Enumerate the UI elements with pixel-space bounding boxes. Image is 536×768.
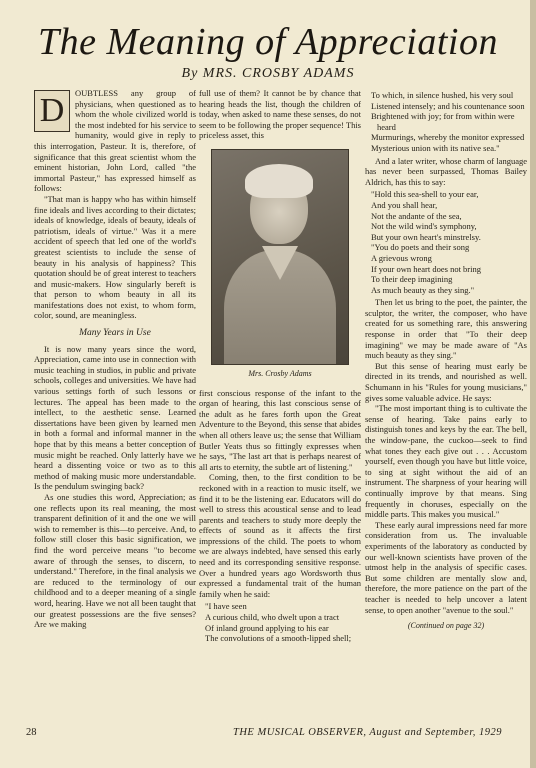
photo-caption: Mrs. Crosby Adams bbox=[248, 368, 312, 378]
poem-block bbox=[371, 90, 527, 154]
column-1 bbox=[34, 88, 196, 738]
poem-line: Listened intensely; and his countenance soon bbox=[371, 100, 525, 111]
poem-line: Murmurings, whereby the monitor expressed bbox=[371, 132, 525, 143]
portrait-photo bbox=[211, 149, 349, 365]
poem-line: A curious child, who dwelt upon a tract bbox=[205, 612, 340, 623]
journal-credit: THE MUSICAL OBSERVER, August and September, 1929 bbox=[233, 727, 502, 738]
poem-line: Mysterious union with its native sea." bbox=[371, 142, 500, 153]
paragraph: These early aural impressions need far more consideration from us. The invaluable experiments of the laboratory as conducted by our well-known scientists have proven of the utmost help in the analysis of specific cases. But some children are mentally slow and, therefore, the more patience on the part of the teacher is needed to help uncover a latent sense, to open another "avenue to the soul." bbox=[365, 519, 527, 615]
article-byline: By MRS. CROSBY ADAMS bbox=[181, 66, 355, 81]
paragraph: "That man is happy who has within himself fine ideals and lives according to their dictates; ideals of knowledge, ideals of beauty, ideals of patriotism, ideals of virtue." Was it a mere accident of speech that led one of the world's greatest scientists to include the sense of beauty in his analysis of happiness? This quotation should be of great interest to teachers and music-makers. How singularly bereft is that person to whom beauty in all its manifestations does not exist, to whom form, color, sound, are meaningless. bbox=[34, 193, 196, 321]
paragraph: But this sense of hearing must early be directed in its trends, and nourished as well. Schumann in his "Rules for young musicians," gives some valuable advice. He says: bbox=[365, 360, 527, 403]
paragraph: "The most important thing is to cultivate the sense of hearing. Take pains early to distinguish tones and keys by the ear. The bell, the window-pane, the cuckoo—seek to find what tones they each give out . . . Accustom yourself, even though you have but little voice, to sing at sight without the aid of an instrument. The sharpness of your hearing will continually improve by that means. Sing frequently in choruses, especially on the middle parts. This makes you musical." bbox=[365, 403, 527, 520]
paragraph: Coming, then, to the first condition to be reckoned with in a reaction to music itself, we find it to be the listening ear. Educators will do well to stress this acoustical sense and to lead parents and teachers to study more deeply the effects of sound as it affects the first impressions of the child. The poets to whom we are always indebted, have sensed this early need and its corresponding sensitive response. Over a hundred years ago Wordsworth thus expressed a fundamental trait of the human family when he said: bbox=[199, 472, 361, 599]
poem-line: As much beauty as they sing." bbox=[371, 284, 475, 295]
poem-line: "Hold this sea-shell to your ear, bbox=[371, 189, 479, 200]
poem-block bbox=[205, 601, 361, 643]
poem-line: Not the wild wind's symphony, bbox=[371, 221, 477, 232]
poem-line: To their deep imagining bbox=[371, 274, 453, 285]
poem-line: To which, in silence hushed, his very soul bbox=[371, 90, 514, 100]
section-subhead: Many Years in Use bbox=[79, 328, 151, 339]
page-number: 28 bbox=[26, 727, 37, 738]
poem-line: Brightened with joy; for from within were heard bbox=[371, 111, 515, 132]
poem-line: Not the andante of the sea, bbox=[371, 210, 462, 221]
drop-cap: D bbox=[34, 90, 70, 132]
poem-line: "You do poets and their song bbox=[371, 242, 470, 253]
column-3 bbox=[365, 88, 527, 738]
poem-line: The convolutions of a smooth-lipped shell; bbox=[205, 633, 352, 644]
continued-note: (Continued on page 32) bbox=[407, 621, 485, 631]
poem-line: "I have seen bbox=[205, 601, 247, 612]
poem-line: If your own heart does not bring bbox=[371, 263, 482, 274]
paragraph: full use of them? It cannot be by chance that hearing heads the list, though the children of today, when asked to name these senses, do not seem to be following the proper sequence! This priceless asset, this bbox=[199, 88, 361, 141]
page-edge-shadow bbox=[530, 0, 536, 768]
poem-line: Of inland ground applying to his ear bbox=[205, 622, 329, 633]
paragraph: It is now many years since the word, Appreciation, came into use in connection with music teaching in studios, in public and private schools, colleges and universities. We have had various settings forth of such lessons or lectures. The appeal has been made to the intellect, to the aesthetic sense. Learned dissertations have been given by learned men in both a formal and informal manner in the hope that by this means a better conception of music might be reached. Only latterly have we heard a dissenting voice or two as to this method of making music more understandable. Is the pendulum swinging back? bbox=[34, 343, 196, 492]
column-2 bbox=[199, 88, 361, 738]
paragraph: And a later writer, whose charm of language has never been surpassed, Thomas Bailey Aldrich, has this to say: bbox=[365, 155, 527, 187]
article-title: The Meaning of Appreciation bbox=[38, 21, 498, 63]
paragraph: OUBTLESS any group of physicians, when questioned as to whom the whole civilized world is the most indebted for his service to humanity, would give in reply to this interrogation, Pasteur. It is, therefore, of significance that this great scientist whom the eminent historian, John Lord, called "the immortal Pasteur," has expressed himself as follows: bbox=[34, 88, 196, 194]
poem-block bbox=[371, 189, 527, 295]
poem-line: But your own heart's minstrelsy. bbox=[371, 231, 481, 242]
portrait-hair bbox=[245, 164, 313, 198]
paragraph: As one studies this word, Appreciation; as one reflects upon its real meaning, the most transparent definition of it and the one we will wish to remember is this—to perceive. And, to follow still closer this basic signification, we find the word perceive means "to become aware of through the senses, to discern, to understand." Therefore, in the final analysis we are reduced to the terminology of our childhood and to a deeper meaning of a single word, hearing. Have we not all been taught that our greatest possessions are the five senses? Are we making bbox=[34, 491, 196, 630]
poem-line: A grievous wrong bbox=[371, 252, 432, 263]
paragraph: Then let us bring to the poet, the painter, the sculptor, the writer, the composer, who have created for us something rare, this answering response in order that "To their deep imagining" we may be made aware of "As much beauty as they sing." bbox=[365, 297, 527, 361]
paragraph: first conscious response of the infant to the organ of hearing, this last conscious sense of the adult as he fares forth upon the Great Adventure to the Beyond, this sense that abides when all others leave us; the sense that William Butler Yeats thus so fittingly expresses when he says, "The last art that is perhaps nearest of all arts to eternity, the subtle art of listening." bbox=[199, 387, 361, 472]
poem-line: And you shall hear, bbox=[371, 199, 438, 210]
